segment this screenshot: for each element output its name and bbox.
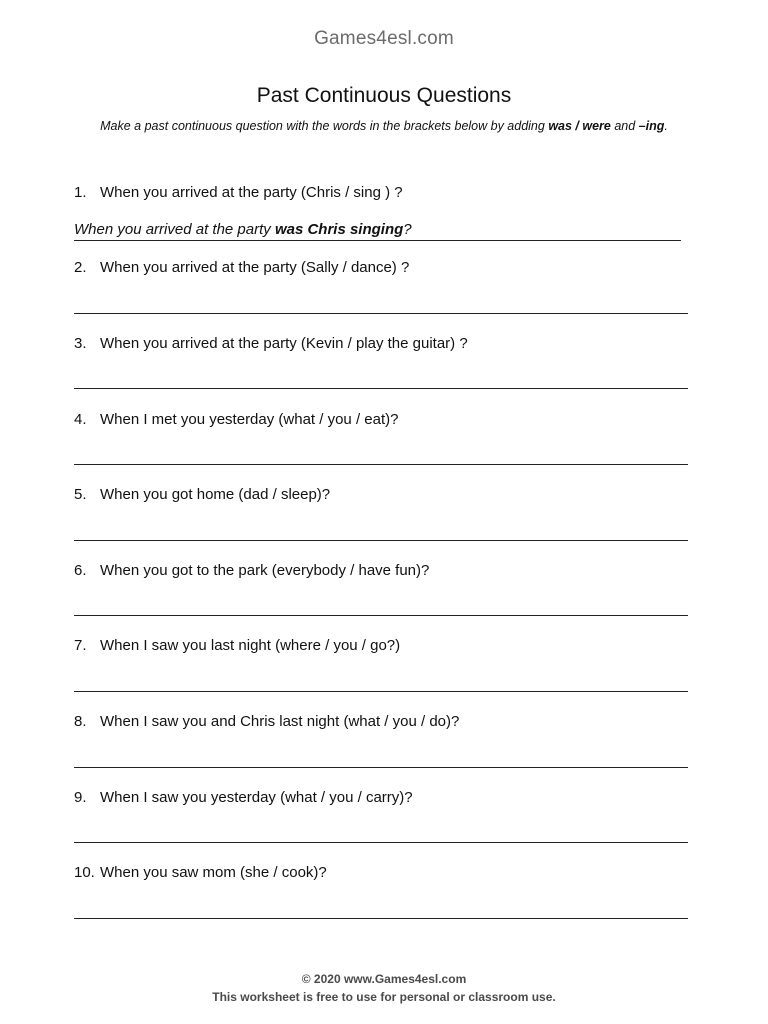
footer-copyright: © 2020 www.Games4esl.com bbox=[301, 972, 467, 986]
question-number: 9. bbox=[74, 789, 87, 806]
instructions-ing: –ing bbox=[638, 119, 665, 133]
question-8 bbox=[74, 713, 459, 730]
question-text: When you arrived at the party (Kevin / play the guitar) ? bbox=[100, 335, 468, 352]
question-number: 8. bbox=[74, 713, 87, 730]
instructions-text: Make a past continuous question with the words in the brackets below by adding bbox=[100, 119, 549, 133]
answer-line-9[interactable] bbox=[74, 842, 688, 843]
question-6 bbox=[74, 562, 429, 579]
question-number: 6. bbox=[74, 562, 87, 579]
question-number: 5. bbox=[74, 486, 87, 503]
answer-line-6[interactable] bbox=[74, 615, 688, 616]
footer-notice: This worksheet is free to use for personal or classroom use. bbox=[212, 990, 556, 1004]
instructions-middle: and bbox=[610, 119, 639, 133]
question-4 bbox=[74, 411, 398, 428]
instructions-bold: was / were bbox=[548, 119, 611, 133]
question-number: 7. bbox=[74, 637, 87, 654]
question-number: 1. bbox=[74, 184, 87, 201]
question-7 bbox=[74, 637, 400, 654]
question-number: 2. bbox=[74, 259, 87, 276]
page-title: Past Continuous Questions bbox=[256, 84, 512, 107]
question-number: 3. bbox=[74, 335, 87, 352]
question-text: When I saw you yesterday (what / you / carry)? bbox=[100, 789, 413, 806]
question-10 bbox=[74, 864, 327, 881]
answer-line-10[interactable] bbox=[74, 918, 688, 919]
answer-line-7[interactable] bbox=[74, 691, 688, 692]
question-text: When I saw you and Chris last night (what / you / do)? bbox=[100, 713, 460, 730]
answer-line-3[interactable] bbox=[74, 388, 688, 389]
question-5 bbox=[74, 486, 330, 503]
example-prefix: When you arrived at the party bbox=[74, 221, 275, 238]
question-text: When you got to the park (everybody / have fun)? bbox=[100, 562, 430, 579]
example-bold: was Chris singing bbox=[274, 221, 404, 238]
question-text: When you arrived at the party (Chris / sing ) ? bbox=[100, 184, 403, 201]
question-1 bbox=[74, 184, 403, 201]
answer-line-5[interactable] bbox=[74, 540, 688, 541]
question-9 bbox=[74, 789, 413, 806]
question-text: When I met you yesterday (what / you / eat)? bbox=[100, 411, 399, 428]
instructions bbox=[0, 119, 768, 133]
question-text: When I saw you last night (where / you / go?) bbox=[100, 637, 401, 654]
question-text: When you arrived at the party (Sally / dance) ? bbox=[100, 259, 410, 276]
answer-line-8[interactable] bbox=[74, 767, 688, 768]
question-number: 10. bbox=[74, 864, 95, 881]
question-text: When you saw mom (she / cook)? bbox=[100, 864, 327, 881]
question-text: When you got home (dad / sleep)? bbox=[100, 486, 331, 503]
question-number: 4. bbox=[74, 411, 87, 428]
instructions-end: . bbox=[664, 119, 668, 133]
question-2 bbox=[74, 259, 409, 276]
question-3 bbox=[74, 335, 468, 352]
example-answer bbox=[74, 221, 681, 241]
answer-line-2[interactable] bbox=[74, 313, 688, 314]
answer-line-4[interactable] bbox=[74, 464, 688, 465]
site-header: Games4esl.com bbox=[314, 28, 454, 49]
example-suffix: ? bbox=[403, 221, 412, 238]
